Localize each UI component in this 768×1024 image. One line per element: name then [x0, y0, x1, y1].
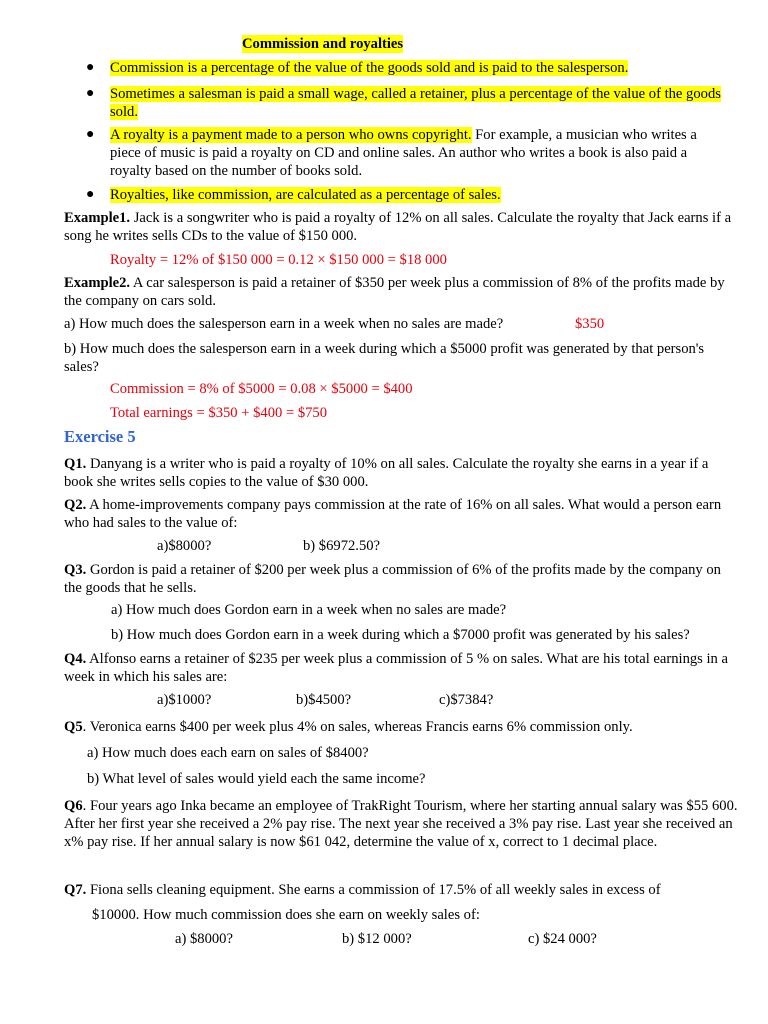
q7-text: Fiona sells cleaning equipment. She earns a commission of 17.5% of all weekly sales in excess of	[86, 882, 661, 898]
q1-label: Q1.	[64, 456, 87, 472]
q3-part-b: b) How much does Gordon earn in a week during which a $7000 profit was generated by his sales?	[111, 627, 690, 643]
q2-option-a: a)$8000?	[157, 538, 212, 554]
q6-label: Q6	[64, 798, 83, 814]
question-1	[64, 455, 736, 491]
q7-option-b: b) $12 000?	[342, 931, 412, 947]
q2-option-b: b) $6972.50?	[303, 538, 381, 554]
example1-text: Jack is a songwriter who is paid a royalty of 12% on all sales. Calculate the royalty that Jack earns if a song he writes sells CDs to the value of $150 000.	[64, 210, 732, 244]
bullet-text: For example, a musician who writes a piece of music is paid a royalty on CD and online sales. An author who writes a book is also paid a royalty based on the number of books sold.	[110, 127, 697, 179]
q7-option-c: c) $24 000?	[528, 931, 597, 947]
bullet-highlight-text: Commission is a percentage of the value of the goods sold and is paid to the salesperson.	[110, 60, 629, 76]
q2-text: A home-improvements company pays commission at the rate of 16% on all sales. What would a person earn who had sales to the value of:	[64, 497, 722, 531]
example2-label: Example2.	[64, 275, 131, 291]
bullet-dot-icon: ●	[86, 86, 95, 101]
bullet-highlight-text: Royalties, like commission, are calculated as a percentage of sales.	[110, 187, 501, 203]
q6-text: . Four years ago Inka became an employee of TrakRight Tourism, where her starting annual salary was $55 600. After her first year she received a 2% pay rise. The next year she received a 3% pay rise. Last year she received an x% pay rise. If her annual salary is now $61 042, determine the value of x, correct to 1 decimal place.	[64, 798, 738, 850]
bullet-highlight-text: A royalty is a payment made to a person who owns copyright.	[110, 127, 472, 143]
exercise-heading: Exercise 5	[64, 427, 136, 446]
example2-answer-commission: Commission = 8% of $5000 = 0.08 × $5000 = $400	[110, 381, 413, 397]
question-5	[64, 718, 736, 736]
question-7	[64, 881, 736, 899]
q5-part-a: a) How much does each earn on sales of $8400?	[87, 745, 369, 761]
example2-text: A car salesperson is paid a retainer of $350 per week plus a commission of 8% of the profits made by the company on cars sold.	[64, 275, 725, 309]
question-2	[64, 496, 736, 532]
bullet-highlight-text: Sometimes a salesman is paid a small wage, called a retainer, plus a percentage of the value of the goods sold.	[110, 86, 721, 120]
q2-label: Q2.	[64, 497, 87, 513]
page-title: Commission and royalties	[242, 36, 404, 52]
question-6	[64, 797, 738, 851]
q3-part-a: a) How much does Gordon earn in a week when no sales are made?	[111, 602, 507, 618]
q5-text: . Veronica earns $400 per week plus 4% on sales, whereas Francis earns 6% commission only.	[82, 719, 633, 735]
example2-part-b: b) How much does the salesperson earn in a week during which a $5000 profit was generated by that person's sales?	[64, 341, 705, 375]
q4-text: Alfonso earns a retainer of $235 per week plus a commission of 5 % on sales. What are his total earnings in a week in which his sales are:	[64, 651, 728, 685]
q7-option-a: a) $8000?	[175, 931, 233, 947]
bullet-dot-icon: ●	[86, 187, 95, 202]
example1-label: Example1.	[64, 210, 131, 226]
q5-part-b: b) What level of sales would yield each the same income?	[87, 771, 426, 787]
example2-question	[64, 274, 736, 310]
question-3	[64, 561, 736, 597]
q1-text: Danyang is a writer who is paid a royalty of 10% on all sales. Calculate the royalty she earns in a year if a book she writes sells copies to the value of $30 000.	[64, 456, 709, 490]
q7-text-continued: $10000. How much commission does she earn on weekly sales of:	[92, 907, 480, 923]
bullet-dot-icon: ●	[86, 60, 95, 75]
q5-label: Q5	[64, 719, 83, 735]
q7-label: Q7.	[64, 882, 87, 898]
q4-option-a: a)$1000?	[157, 692, 212, 708]
q4-label: Q4.	[64, 651, 87, 667]
bullet-dot-icon: ●	[86, 127, 95, 142]
q3-label: Q3.	[64, 562, 87, 578]
example2-part-a: a) How much does the salesperson earn in a week when no sales are made?	[64, 316, 504, 332]
q4-option-c: c)$7384?	[439, 692, 494, 708]
example2-part-a-answer: $350	[575, 316, 605, 332]
example1-answer: Royalty = 12% of $150 000 = 0.12 × $150 000 = $18 000	[110, 252, 447, 268]
q3-text: Gordon is paid a retainer of $200 per week plus a commission of 6% of the profits made by the company on the goods that he sells.	[64, 562, 721, 596]
question-4	[64, 650, 736, 686]
example1-question	[64, 209, 736, 245]
q4-option-b: b)$4500?	[296, 692, 352, 708]
example2-answer-total: Total earnings = $350 + $400 = $750	[110, 405, 328, 421]
